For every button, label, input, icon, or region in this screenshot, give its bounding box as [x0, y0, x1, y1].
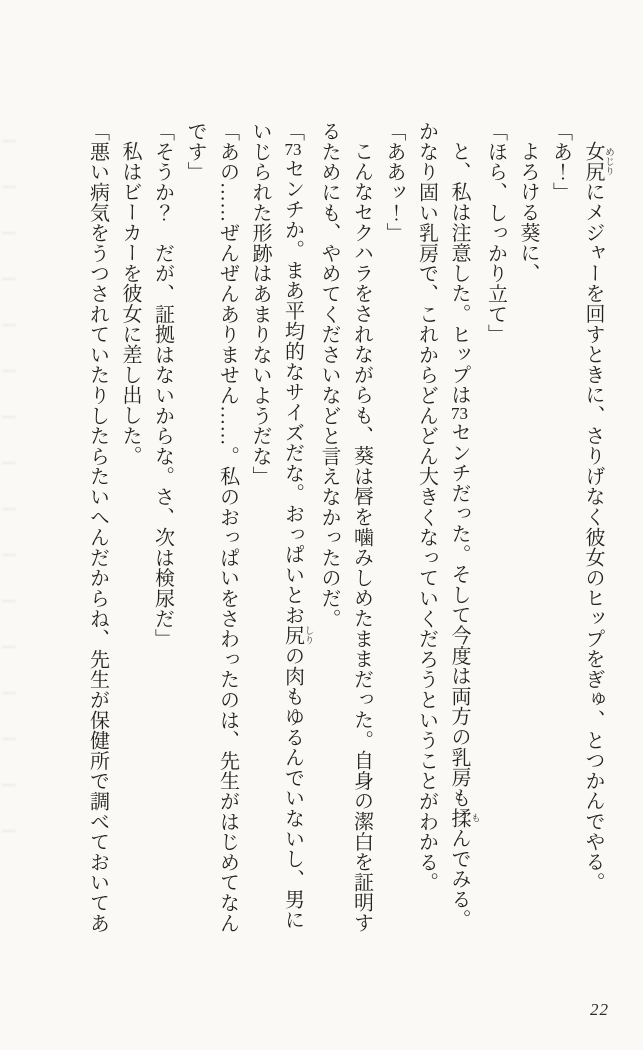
text-line: 女尻 めじりにメジャーを回すときに、さりげなく彼女のヒップをぎゅ、とつかんでやる。	[582, 141, 613, 893]
text-line: 「悪い病気をうつされていたりしたらたいへんだからね、先生が保健所で調べておいてあ	[86, 121, 109, 933]
text-line: 私はビーカーを彼女に差し出した。	[119, 141, 141, 466]
text-line: と、私は注意した。ヒップは73センチだった。そして今度は両方の乳房も揉 もんでみる。	[448, 141, 479, 930]
text-line: 「ほら、しっかり立て」	[484, 121, 507, 345]
furigana: しり	[302, 625, 313, 646]
text-line: るためにも、やめてくださいなどと言えなかったのだ。	[318, 121, 340, 629]
ruby-annotated-text: 女尻 めじり	[582, 141, 613, 182]
tate-chu-yoko-number: 73	[284, 141, 302, 159]
text-line: です」	[184, 121, 206, 182]
text-line: 「あ！」	[549, 121, 572, 203]
furigana: めじり	[603, 141, 613, 182]
text-line: いじられた形跡はあまりないようだな」	[249, 121, 271, 487]
text-line: よろける葵に、	[517, 141, 539, 284]
page-number: 22	[590, 1000, 609, 1019]
ruby-annotated-text: 揉 も	[448, 807, 479, 828]
vertical-text-columns	[81, 121, 613, 1003]
furigana: も	[469, 807, 479, 828]
ruby-annotated-text: 尻 しり	[281, 625, 313, 646]
text-line: 「ああッ！」	[383, 121, 405, 243]
text-line: かなり固い乳房で、これからどんどん大きくなっていくだろうということがわかる。	[415, 121, 438, 893]
text-line: こんなセクハラをされながらも、葵は唇を噛みしめたままだった。自身の潔白を証明す	[350, 141, 373, 933]
text-line: 「そうか？ だが、証拠はないからな。さ、次は検尿だ」	[151, 121, 174, 649]
text-line: 「あの……ぜんぜんありません……。私のおっぱいをさわったのは、先生がはじめてなん	[216, 121, 239, 933]
text-line: 「73センチか。まあ平均的なサイズだな。おっぱいとお尻 しりの肉もゆるんでいないし、男に	[281, 121, 313, 930]
tate-chu-yoko-number: 73	[451, 404, 468, 422]
